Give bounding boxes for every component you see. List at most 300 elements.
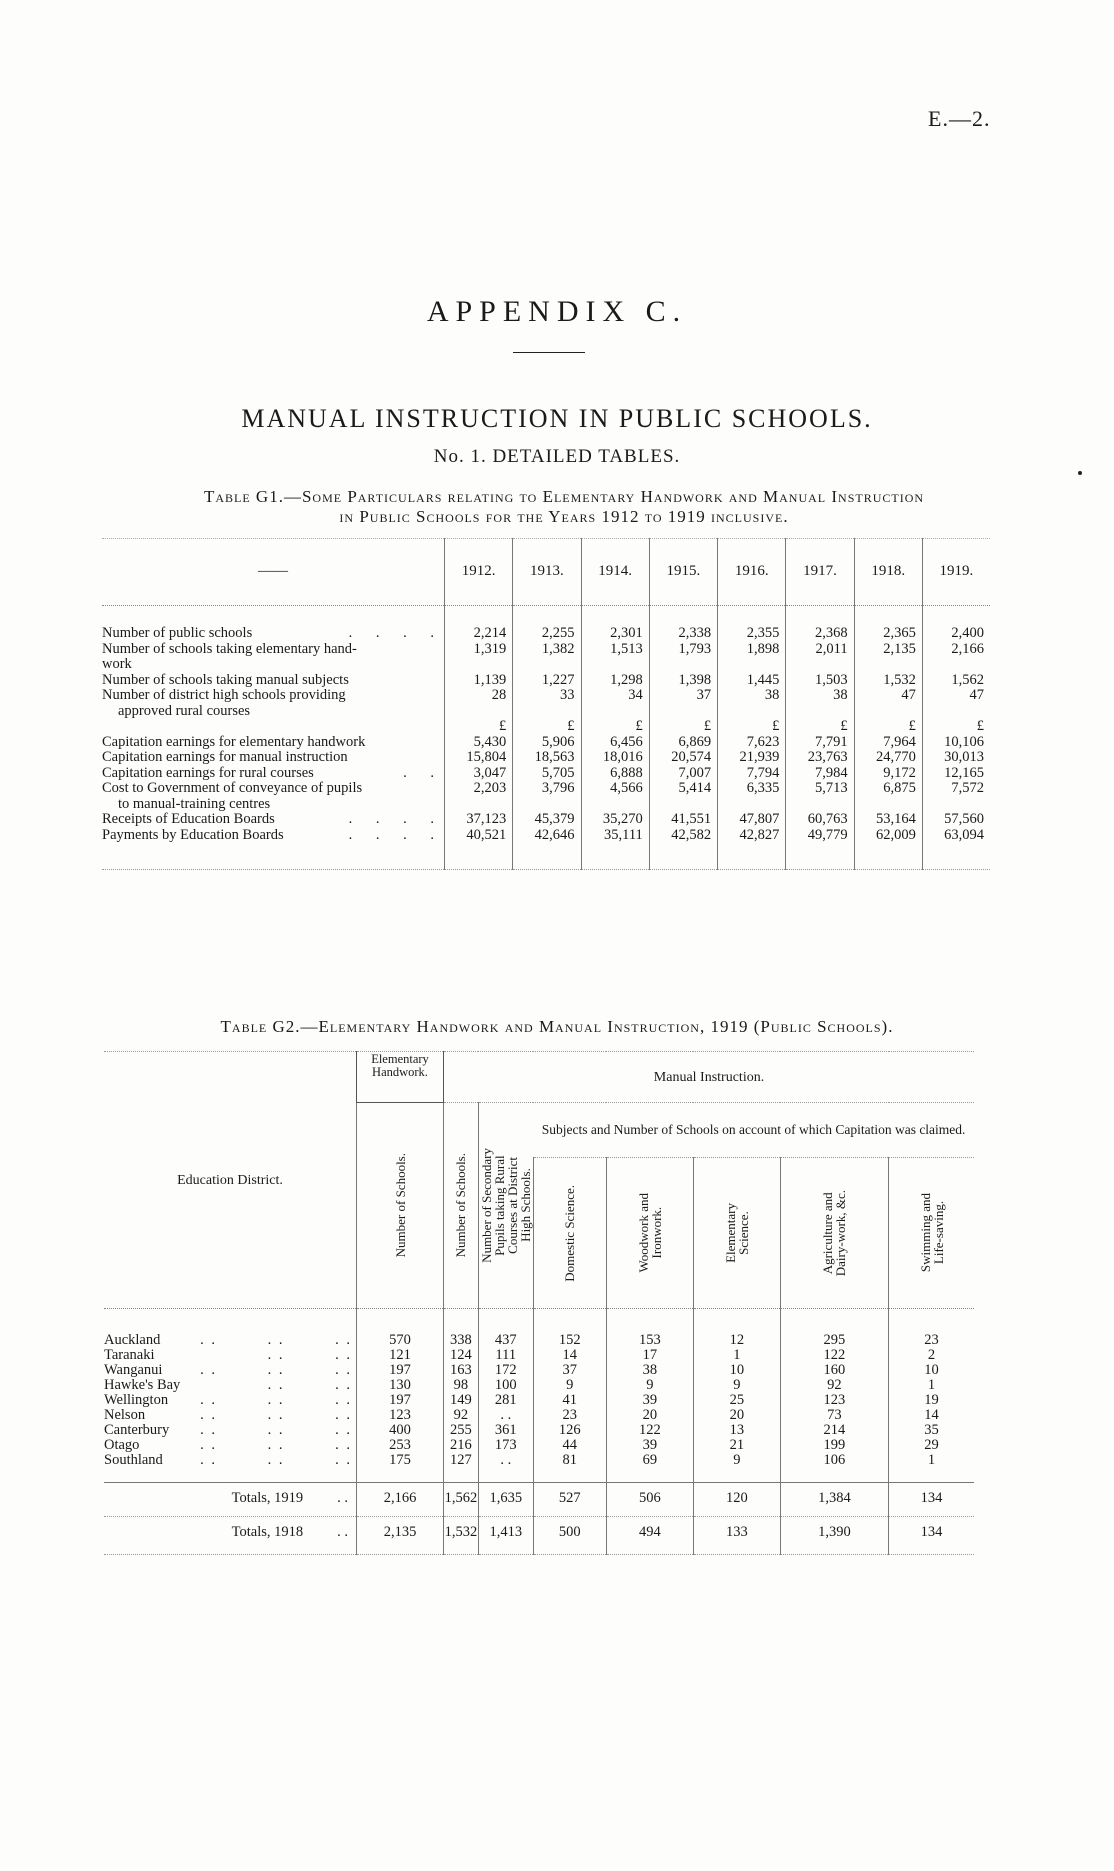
table-cell: 62,009: [854, 828, 922, 870]
table-cell: 24,770: [854, 750, 922, 766]
table-cell: 2,368: [786, 606, 854, 642]
table-cell: 5,705: [513, 766, 581, 782]
district-name: Hawke's Bay: [104, 1377, 181, 1393]
year-header-1912: 1912.: [445, 539, 513, 606]
table-cell: 35,270: [581, 812, 649, 828]
table-cell: 23,763: [786, 750, 854, 766]
table-cell: 15,804: [445, 750, 513, 766]
table-cell: 2,355: [718, 606, 786, 642]
table-cell: 39: [606, 1438, 693, 1453]
table-cell: £: [581, 719, 649, 735]
district-name: Auckland: [104, 1332, 161, 1348]
district-cell: [104, 1309, 357, 1349]
year-header-1918: 1918.: [854, 539, 922, 606]
table-cell: 3,047: [445, 766, 513, 782]
leader-dots: . . . .: [267, 1377, 352, 1393]
table-cell: 2,135: [854, 642, 922, 673]
leader-dots: . . . . . .: [200, 1437, 352, 1453]
year-header-1916: 1916.: [718, 539, 786, 606]
table-row: [102, 719, 990, 735]
heading-rule: [513, 352, 585, 353]
total-cell: 120: [693, 1483, 780, 1517]
district-cell: [104, 1408, 357, 1423]
row-label: [102, 735, 445, 751]
table-row: [104, 1363, 974, 1378]
table-cell: 2: [889, 1348, 974, 1363]
year-header-1913: 1913.: [513, 539, 581, 606]
leader-dots: . . . . . .: [200, 1422, 352, 1438]
swimming-text: Swimming and Life-saving.: [917, 1193, 946, 1273]
table-cell: 53,164: [854, 812, 922, 828]
totals-row: [104, 1517, 974, 1555]
total-cell: 527: [533, 1483, 606, 1517]
table-cell: £: [649, 719, 717, 735]
table-cell: 175: [357, 1453, 444, 1483]
table-row: [104, 1453, 974, 1483]
leader-dots: . .: [337, 1490, 348, 1506]
leader-dots: . . . . . .: [200, 1362, 352, 1378]
table-cell: 9: [533, 1378, 606, 1393]
row-label: [102, 606, 445, 642]
district-name: Otago: [104, 1437, 140, 1453]
total-cell: 1,390: [780, 1517, 888, 1555]
totals-label-cell: [104, 1483, 357, 1517]
table-cell: 81: [533, 1453, 606, 1483]
leader-dots: . . . . . .: [200, 1407, 352, 1423]
table-g1-header-row: [102, 539, 990, 606]
row-label: [102, 719, 445, 735]
total-cell: 2,166: [357, 1483, 444, 1517]
table-cell: 20: [693, 1408, 780, 1423]
table-cell: 5,430: [445, 735, 513, 751]
table-cell: 14: [533, 1348, 606, 1363]
leader-dots: . . . .: [348, 811, 444, 827]
table-cell: 5,713: [786, 781, 854, 812]
district-cell: [104, 1348, 357, 1363]
table-row: [104, 1423, 974, 1438]
table-cell: 2,365: [854, 606, 922, 642]
table-cell: 6,869: [649, 735, 717, 751]
stray-dot: [1078, 471, 1082, 475]
table-cell: 1: [889, 1453, 974, 1483]
table-cell: 60,763: [786, 812, 854, 828]
table-cell: 7,007: [649, 766, 717, 782]
table-cell: 20,574: [649, 750, 717, 766]
table-cell: 255: [444, 1423, 479, 1438]
table-cell: 160: [780, 1363, 888, 1378]
table-cell: 361: [478, 1423, 533, 1438]
table-cell: 197: [357, 1393, 444, 1408]
table-cell: £: [718, 719, 786, 735]
secondary-pupils-header: [478, 1103, 533, 1309]
table-cell: 25: [693, 1393, 780, 1408]
secondary-pupils-text: Number of Secondary Pupils taking Rural Courses at District High Schools.: [478, 1148, 533, 1263]
table-cell: 38: [718, 688, 786, 719]
year-header-1915: 1915.: [649, 539, 717, 606]
table-cell: 173: [478, 1438, 533, 1453]
table-g1-caption-line2: in Public Schools for the Years 1912 to 1919 inclusive.: [339, 507, 789, 526]
leader-dots: . . . . . .: [200, 1392, 352, 1408]
table-cell: 1,298: [581, 673, 649, 689]
woodwork-header: [606, 1158, 693, 1309]
table-cell: 100: [478, 1378, 533, 1393]
table-cell: 1,532: [854, 673, 922, 689]
table-cell: 214: [780, 1423, 888, 1438]
table-cell: 38: [786, 688, 854, 719]
table-row: [104, 1438, 974, 1453]
appendix-heading: APPENDIX C.: [426, 295, 688, 328]
table-cell: 1,562: [922, 673, 990, 689]
table-cell: 1,445: [718, 673, 786, 689]
district-cell: [104, 1393, 357, 1408]
agriculture-text: Agriculture and Dairy-work, &c.: [820, 1189, 849, 1277]
district-name: Taranaki: [104, 1347, 155, 1363]
table-cell: 10: [693, 1363, 780, 1378]
table-row: [102, 750, 990, 766]
row-label-continuation: approved rural courses: [118, 702, 251, 719]
table-row: [102, 766, 990, 782]
row-label: [102, 766, 445, 782]
total-cell: 500: [533, 1517, 606, 1555]
district-name: Southland: [104, 1452, 163, 1468]
table-cell: 123: [357, 1408, 444, 1423]
table-g2-body: [104, 1309, 974, 1555]
table-cell: 92: [444, 1408, 479, 1423]
table-cell: 98: [444, 1378, 479, 1393]
table-cell: 7,794: [718, 766, 786, 782]
table-cell: 1,227: [513, 673, 581, 689]
table-cell: 7,623: [718, 735, 786, 751]
table-row: [102, 781, 990, 812]
table-cell: 152: [533, 1309, 606, 1349]
table-cell: 2,400: [922, 606, 990, 642]
table-g1-caption: [134, 487, 994, 527]
table-cell: 10: [889, 1363, 974, 1378]
table-cell: 73: [780, 1408, 888, 1423]
table-row: [102, 812, 990, 828]
table-cell: 12: [693, 1309, 780, 1349]
total-cell: 1,384: [780, 1483, 888, 1517]
row-label: [102, 750, 445, 766]
table-row: [104, 1309, 974, 1349]
mi-number-of-schools-text: Number of Schools.: [453, 1153, 469, 1258]
table-cell: 41: [533, 1393, 606, 1408]
row-label-text: Capitation earnings for manual instruction: [102, 749, 348, 765]
table-cell: 3,796: [513, 781, 581, 812]
table-cell: £: [786, 719, 854, 735]
table-g2-caption: Table G2.—Elementary Handwork and Manual Instruction, 1919 (Public Schools).: [220, 1017, 894, 1036]
table-cell: 42,646: [513, 828, 581, 870]
table-row: [102, 673, 990, 689]
leader-dots: . . . .: [348, 625, 444, 641]
district-cell: [104, 1363, 357, 1378]
table-cell: 2,214: [445, 606, 513, 642]
table-cell: 130: [357, 1378, 444, 1393]
table-cell: 127: [444, 1453, 479, 1483]
table-g1-caption-line1: Table G1.—Some Particulars relating to Elementary Handwork and Manual Instruction: [203, 487, 925, 506]
table-cell: 172: [478, 1363, 533, 1378]
table-cell: 17: [606, 1348, 693, 1363]
table-g1: [102, 538, 990, 870]
table-cell: 1: [889, 1378, 974, 1393]
table-cell: 253: [357, 1438, 444, 1453]
table-cell: 7,572: [922, 781, 990, 812]
table-cell: 1,319: [445, 642, 513, 673]
table-row: [102, 688, 990, 719]
elementary-science-text: Elementary Science.: [722, 1203, 751, 1263]
main-title: MANUAL INSTRUCTION IN PUBLIC SCHOOLS.: [241, 404, 873, 433]
table-cell: 23: [889, 1309, 974, 1349]
table-cell: 29: [889, 1438, 974, 1453]
table-cell: 153: [606, 1309, 693, 1349]
table-cell: 7,964: [854, 735, 922, 751]
sub-title: No. 1. DETAILED TABLES.: [433, 446, 681, 467]
table-cell: 6,456: [581, 735, 649, 751]
row-label-text: Receipts of Education Boards: [102, 811, 275, 827]
totals-row: [104, 1483, 974, 1517]
table-cell: 9: [693, 1378, 780, 1393]
table-row: [104, 1408, 974, 1423]
table-cell: 122: [780, 1348, 888, 1363]
totals-label-cell: [104, 1517, 357, 1555]
table-cell: 149: [444, 1393, 479, 1408]
table-cell: 13: [693, 1423, 780, 1438]
year-header-1914: 1914.: [581, 539, 649, 606]
table-cell: 1,898: [718, 642, 786, 673]
table-cell: 9: [606, 1378, 693, 1393]
table-cell: 199: [780, 1438, 888, 1453]
table-cell: 63,094: [922, 828, 990, 870]
table-cell: £: [922, 719, 990, 735]
district-name: Nelson: [104, 1407, 146, 1423]
table-cell: 21: [693, 1438, 780, 1453]
row-label-text: Capitation earnings for elementary handwork: [102, 733, 366, 750]
table-cell: 216: [444, 1438, 479, 1453]
table-cell: 121: [357, 1348, 444, 1363]
table-cell: 1,139: [445, 673, 513, 689]
table-cell: 6,335: [718, 781, 786, 812]
table-g2: [104, 1051, 974, 1555]
table-cell: £: [854, 719, 922, 735]
mi-number-of-schools-header: [444, 1103, 479, 1309]
row-label-text: Cost to Government of conveyance of pupils: [102, 780, 363, 796]
district-cell: [104, 1378, 357, 1393]
table-cell: 124: [444, 1348, 479, 1363]
row-label: [102, 673, 445, 689]
subjects-header: Subjects and Number of Schools on account of which Capitation was claimed.: [533, 1103, 974, 1158]
table-cell: 23: [533, 1408, 606, 1423]
district-cell: [104, 1423, 357, 1438]
domestic-science-header: [533, 1158, 606, 1309]
table-cell: 40,521: [445, 828, 513, 870]
district-name: Canterbury: [104, 1422, 170, 1438]
table-cell: 47: [854, 688, 922, 719]
table-cell: 39: [606, 1393, 693, 1408]
district-cell: [104, 1438, 357, 1453]
total-cell: 494: [606, 1517, 693, 1555]
eh-number-of-schools-text: Number of Schools.: [392, 1153, 408, 1258]
table-cell: 5,906: [513, 735, 581, 751]
row-label-text: Payments by Education Boards: [102, 826, 284, 843]
total-cell: 1,532: [444, 1517, 479, 1555]
total-cell: 1,562: [444, 1483, 479, 1517]
table-cell: 1: [693, 1348, 780, 1363]
table-row: [104, 1393, 974, 1408]
table-cell: 5,414: [649, 781, 717, 812]
total-cell: 1,413: [478, 1517, 533, 1555]
row-label: [102, 828, 445, 870]
table-cell: 33: [513, 688, 581, 719]
row-label-text: Number of public schools: [102, 625, 253, 641]
table-cell: 1,793: [649, 642, 717, 673]
education-district-header: Education District.: [104, 1052, 357, 1309]
table-cell: 1,398: [649, 673, 717, 689]
leader-dots: . . . .: [267, 1347, 352, 1363]
table-cell: 18,016: [581, 750, 649, 766]
year-header-1917: 1917.: [786, 539, 854, 606]
table-cell: 18,563: [513, 750, 581, 766]
table-cell: 2,301: [581, 606, 649, 642]
table-cell: 45,379: [513, 812, 581, 828]
leader-dots: . . . . . .: [200, 1332, 352, 1348]
table-row: [104, 1348, 974, 1363]
total-cell: 134: [889, 1517, 974, 1555]
table-cell: 2,255: [513, 606, 581, 642]
table-cell: 163: [444, 1363, 479, 1378]
swimming-header: [889, 1158, 974, 1309]
district-name: Wanganui: [104, 1362, 163, 1378]
table-g1-corner: ——: [102, 539, 445, 606]
table-cell: 38: [606, 1363, 693, 1378]
table-cell: 42,582: [649, 828, 717, 870]
district-cell: [104, 1453, 357, 1483]
agriculture-header: [780, 1158, 888, 1309]
table-cell: 92: [780, 1378, 888, 1393]
table-cell: 35,111: [581, 828, 649, 870]
table-cell: 1,382: [513, 642, 581, 673]
elementary-handwork-header: Elementary Handwork.: [357, 1052, 444, 1103]
table-cell: 6,888: [581, 766, 649, 782]
total-cell: 506: [606, 1483, 693, 1517]
leader-dots: . .: [337, 1524, 348, 1540]
table-cell: 6,875: [854, 781, 922, 812]
table-cell: 28: [445, 688, 513, 719]
table-cell: 34: [581, 688, 649, 719]
row-label: [102, 812, 445, 828]
row-label-text: Number of district high schools providing: [102, 687, 346, 703]
table-cell: 2,338: [649, 606, 717, 642]
elementary-science-header: [693, 1158, 780, 1309]
table-cell: 49,779: [786, 828, 854, 870]
row-label-text: Number of schools taking manual subjects: [102, 671, 349, 688]
table-cell: 47,807: [718, 812, 786, 828]
table-g2-header-row-1: [104, 1052, 974, 1103]
table-cell: 42,827: [718, 828, 786, 870]
row-label: [102, 781, 445, 812]
page-reference: E.—2.: [928, 106, 991, 131]
table-cell: 437: [478, 1309, 533, 1349]
table-g1-body: [102, 606, 990, 870]
table-cell: 14: [889, 1408, 974, 1423]
table-cell: 19: [889, 1393, 974, 1408]
leader-dots: . . . . . .: [200, 1452, 352, 1468]
leader-dots: . .: [403, 764, 444, 781]
table-row: [102, 642, 990, 673]
table-cell: 7,791: [786, 735, 854, 751]
table-cell: 123: [780, 1393, 888, 1408]
woodwork-text: Woodwork and Ironwork.: [635, 1193, 664, 1273]
table-row: [102, 735, 990, 751]
table-cell: 20: [606, 1408, 693, 1423]
table-cell: 21,939: [718, 750, 786, 766]
table-cell: 7,984: [786, 766, 854, 782]
total-cell: 2,135: [357, 1517, 444, 1555]
table-cell: 197: [357, 1363, 444, 1378]
table-cell: 4,566: [581, 781, 649, 812]
total-cell: 1,635: [478, 1483, 533, 1517]
table-cell: 57,560: [922, 812, 990, 828]
manual-instruction-header: Manual Instruction.: [444, 1052, 975, 1103]
eh-number-of-schools-header: [357, 1103, 444, 1309]
row-label-text: Number of schools taking elementary hand-: [102, 640, 357, 657]
table-cell: 35: [889, 1423, 974, 1438]
table-cell: 37: [649, 688, 717, 719]
row-label-text: Capitation earnings for rural courses: [102, 764, 314, 781]
table-cell: 9,172: [854, 766, 922, 782]
table-cell: 338: [444, 1309, 479, 1349]
row-label: [102, 642, 445, 673]
table-cell: £: [445, 719, 513, 735]
table-cell: . .: [478, 1453, 533, 1483]
table-cell: 47: [922, 688, 990, 719]
table-cell: 41,551: [649, 812, 717, 828]
table-cell: 570: [357, 1309, 444, 1349]
table-cell: 12,165: [922, 766, 990, 782]
domestic-science-text: Domestic Science.: [562, 1184, 578, 1282]
total-cell: 134: [889, 1483, 974, 1517]
row-label-continuation: work: [102, 656, 132, 672]
total-cell: 133: [693, 1517, 780, 1555]
table-cell: . .: [478, 1408, 533, 1423]
table-cell: 281: [478, 1393, 533, 1408]
table-cell: 2,166: [922, 642, 990, 673]
table-cell: 1,513: [581, 642, 649, 673]
table-cell: 30,013: [922, 750, 990, 766]
row-label: [102, 688, 445, 719]
totals-label: Totals, 1918: [231, 1524, 304, 1540]
table-cell: 400: [357, 1423, 444, 1438]
table-cell: 1,503: [786, 673, 854, 689]
table-cell: 122: [606, 1423, 693, 1438]
table-cell: 69: [606, 1453, 693, 1483]
table-cell: 106: [780, 1453, 888, 1483]
table-cell: 2,203: [445, 781, 513, 812]
row-label-continuation: to manual-training centres: [118, 795, 271, 812]
year-header-1919: 1919.: [922, 539, 990, 606]
table-cell: 2,011: [786, 642, 854, 673]
table-row: [102, 828, 990, 870]
table-cell: 44: [533, 1438, 606, 1453]
table-cell: 37: [533, 1363, 606, 1378]
table-row: [102, 606, 990, 642]
table-cell: 111: [478, 1348, 533, 1363]
table-cell: 295: [780, 1309, 888, 1349]
table-cell: 10,106: [922, 735, 990, 751]
table-cell: 9: [693, 1453, 780, 1483]
district-name: Wellington: [104, 1392, 169, 1408]
leader-dots: . . . .: [348, 826, 444, 843]
totals-label: Totals, 1919: [231, 1490, 304, 1506]
